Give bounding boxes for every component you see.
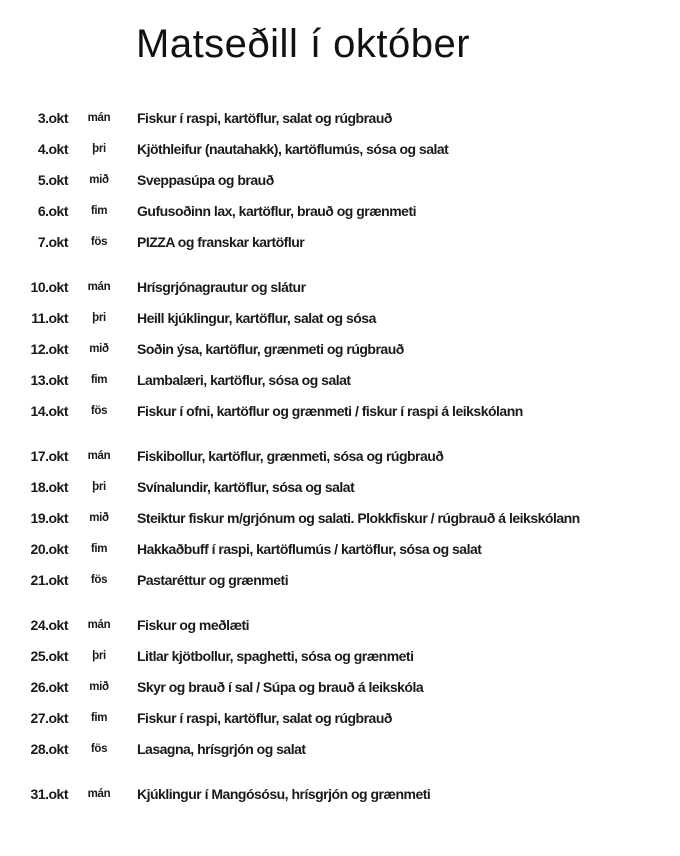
meal-text: Kjöthleifur (nautahakk), kartöflumús, sósa og salat (137, 140, 449, 157)
date-label: 24.okt (30, 616, 68, 633)
meal-text: Lasagna, hrísgrjón og salat (137, 740, 306, 757)
date-label: 11.okt (31, 309, 68, 326)
menu-row (0, 195, 680, 226)
date-label: 31.okt (30, 785, 68, 802)
weekday-label: þri (92, 480, 106, 493)
menu-row (0, 733, 680, 764)
week-group-2 (0, 271, 680, 426)
weekday-label: þri (92, 649, 106, 662)
weekday-label: þri (92, 142, 106, 155)
weekday-label: fös (90, 235, 108, 248)
date-label: 19.okt (30, 509, 68, 526)
menu-row (0, 102, 680, 133)
week-group-4 (0, 609, 680, 764)
weekday-label: mið (89, 342, 109, 355)
meal-text: Lambalæri, kartöflur, sósa og salat (137, 371, 351, 388)
week-group-5 (0, 778, 680, 809)
meal-text: Sveppasúpa og brauð (137, 171, 274, 188)
menu-row (0, 671, 680, 702)
meal-text: Fiskur og meðlæti (137, 616, 250, 633)
meal-text: Fiskibollur, kartöflur, grænmeti, sósa og rúgbrauð (137, 447, 444, 464)
meal-text: Soðin ýsa, kartöflur, grænmeti og rúgbrauð (137, 340, 404, 357)
weekday-label: fim (90, 542, 108, 555)
weekday-label: fim (90, 711, 108, 724)
menu-row (0, 564, 680, 595)
date-label: 4.okt (37, 140, 68, 157)
weekday-label: fös (90, 742, 108, 755)
weekday-label: þri (92, 311, 106, 324)
date-label: 7.okt (37, 233, 68, 250)
week-group-1 (0, 102, 680, 257)
meal-text: Pastaréttur og grænmeti (137, 571, 289, 588)
weekday-label: mán (87, 618, 111, 631)
meal-text: Litlar kjötbollur, spaghetti, sósa og grænmeti (137, 647, 414, 664)
weekday-label: mið (89, 173, 109, 186)
menu-row (0, 640, 680, 671)
date-label: 10.okt (30, 278, 68, 295)
weekday-label: mið (89, 511, 109, 524)
menu-row (0, 164, 680, 195)
weekday-label: fös (90, 404, 108, 417)
meal-text: Heill kjúklingur, kartöflur, salat og sósa (137, 309, 376, 326)
weekday-label: mán (87, 449, 111, 462)
week-group-3 (0, 440, 680, 595)
date-label: 27.okt (30, 709, 68, 726)
meal-text: Fiskur í ofni, kartöflur og grænmeti / fiskur í raspi á leikskólann (137, 402, 523, 419)
menu-row (0, 778, 680, 809)
menu-row (0, 533, 680, 564)
meal-text: Hakkaðbuff í raspi, kartöflumús / kartöflur, sósa og salat (137, 540, 482, 557)
weekday-label: mán (87, 111, 111, 124)
menu-row (0, 609, 680, 640)
weekday-label: fim (90, 373, 108, 386)
date-label: 26.okt (30, 678, 68, 695)
menu-row (0, 133, 680, 164)
weekday-label: fös (90, 573, 108, 586)
menu-row (0, 364, 680, 395)
date-label: 25.okt (30, 647, 68, 664)
date-label: 3.okt (37, 109, 68, 126)
meal-text: Gufusoðinn lax, kartöflur, brauð og grænmeti (137, 202, 417, 219)
menu-row (0, 226, 680, 257)
date-label: 5.okt (37, 171, 68, 188)
menu-row (0, 302, 680, 333)
weekday-label: mán (87, 280, 111, 293)
meal-text: PIZZA og franskar kartöflur (137, 233, 305, 250)
menu-row (0, 471, 680, 502)
date-label: 6.okt (37, 202, 68, 219)
meal-text: Fiskur í raspi, kartöflur, salat og rúgbrauð (137, 709, 392, 726)
date-label: 18.okt (30, 478, 68, 495)
menu-row (0, 271, 680, 302)
meal-text: Skyr og brauð í sal / Súpa og brauð á leikskóla (137, 678, 424, 695)
date-label: 20.okt (30, 540, 68, 557)
meal-text: Svínalundir, kartöflur, sósa og salat (137, 478, 355, 495)
meal-text: Fiskur í raspi, kartöflur, salat og rúgbrauð (137, 109, 392, 126)
menu-list (0, 102, 680, 823)
meal-text: Steiktur fiskur m/grjónum og salati. Plokkfiskur / rúgbrauð á leikskólann (137, 509, 580, 526)
meal-text: Kjúklingur í Mangósósu, hrísgrjón og grænmeti (137, 785, 431, 802)
menu-row (0, 333, 680, 364)
date-label: 12.okt (30, 340, 68, 357)
date-label: 13.okt (30, 371, 68, 388)
page-title: Matseðill í október (136, 22, 471, 66)
menu-row (0, 502, 680, 533)
menu-row (0, 702, 680, 733)
weekday-label: mán (87, 787, 111, 800)
date-label: 21.okt (30, 571, 68, 588)
meal-text: Hrísgrjónagrautur og slátur (137, 278, 306, 295)
weekday-label: mið (89, 680, 109, 693)
menu-row (0, 395, 680, 426)
date-label: 28.okt (30, 740, 68, 757)
weekday-label: fim (90, 204, 108, 217)
date-label: 17.okt (30, 447, 68, 464)
date-label: 14.okt (30, 402, 68, 419)
menu-row (0, 440, 680, 471)
